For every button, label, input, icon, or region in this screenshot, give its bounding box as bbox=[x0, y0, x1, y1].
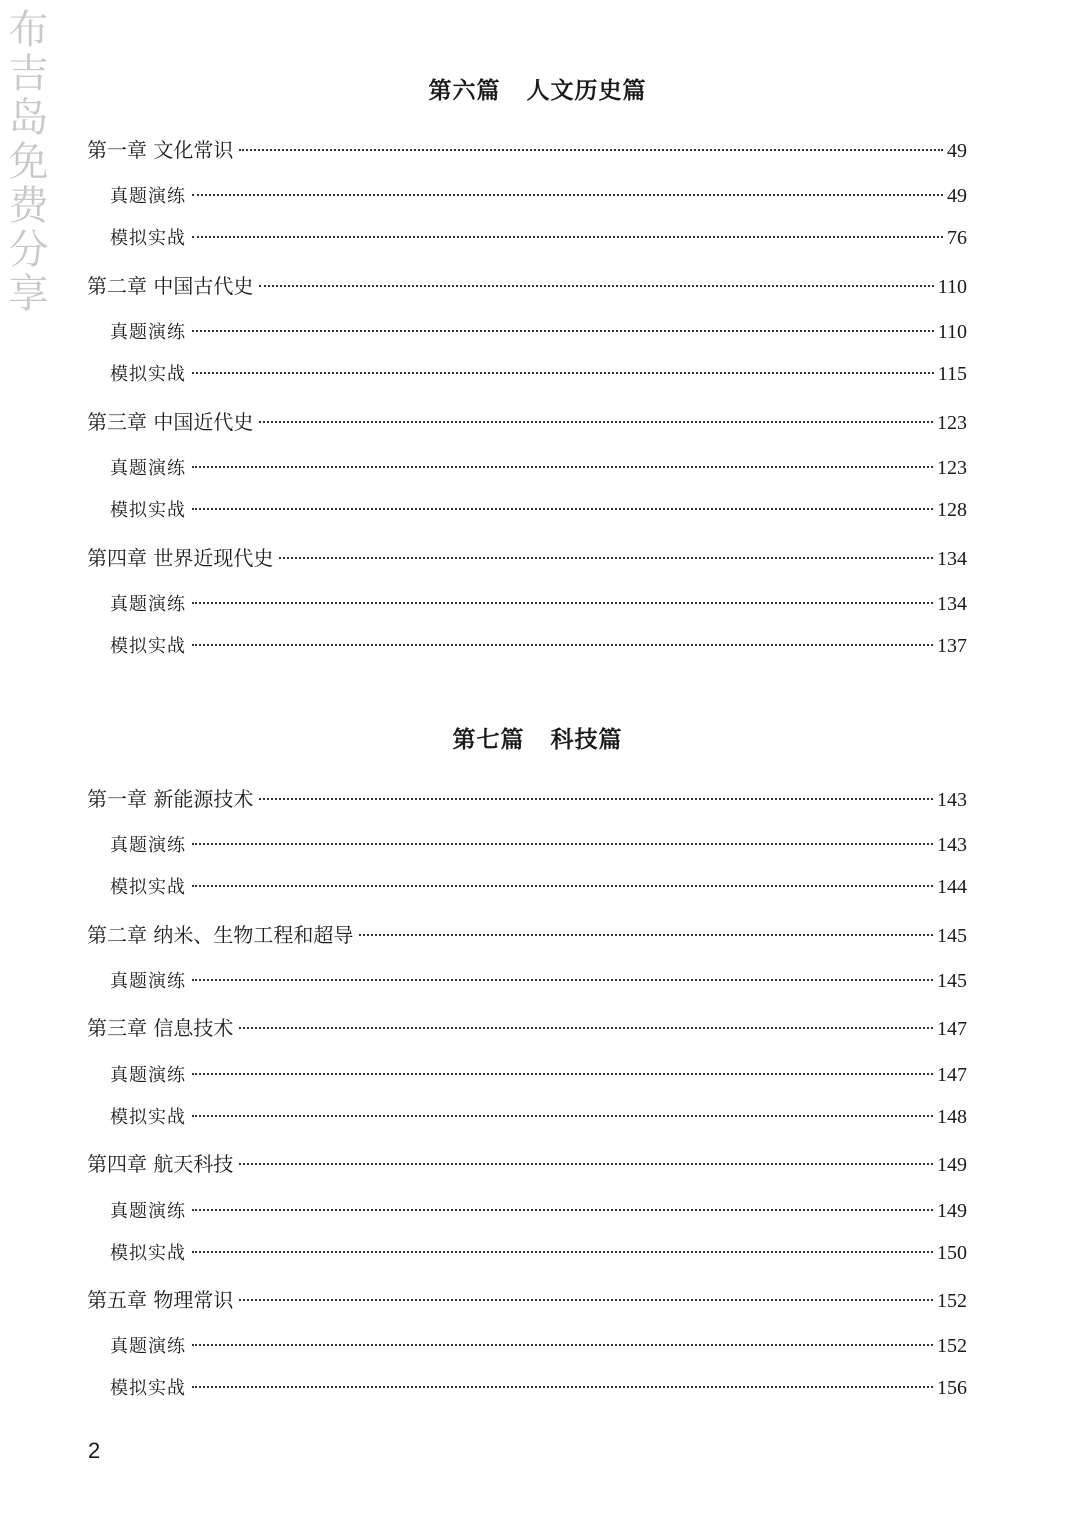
toc-entry-page: 123 bbox=[937, 412, 967, 434]
leader-dots bbox=[192, 1251, 933, 1253]
toc-entry-page: 147 bbox=[937, 1018, 967, 1040]
toc-chapter-entry[interactable] bbox=[87, 407, 967, 437]
part-name: 人文历史篇 bbox=[526, 77, 647, 104]
toc-entry-label: 模拟实战 bbox=[110, 877, 186, 898]
leader-dots bbox=[192, 330, 934, 332]
toc-entry-label: 第四章 航天科技 bbox=[87, 1152, 234, 1176]
leader-dots bbox=[192, 372, 934, 374]
toc-section-entry[interactable] bbox=[110, 223, 967, 253]
toc-section-entry[interactable] bbox=[110, 1060, 967, 1090]
toc-chapter-entry[interactable] bbox=[87, 1013, 967, 1043]
toc-entry-page: 147 bbox=[937, 1064, 967, 1086]
leader-dots bbox=[359, 934, 933, 936]
toc-entry-label: 模拟实战 bbox=[110, 636, 186, 657]
leader-dots bbox=[259, 798, 933, 800]
toc-section-entry[interactable] bbox=[110, 631, 967, 661]
toc-chapter-entry[interactable] bbox=[87, 920, 967, 950]
leader-dots bbox=[239, 149, 943, 151]
toc-section-entry[interactable] bbox=[110, 830, 967, 860]
toc-entry-page: 134 bbox=[937, 593, 967, 615]
watermark: 布吉岛免费分享 bbox=[2, 8, 48, 316]
toc-entry-page: 110 bbox=[937, 321, 967, 343]
part-name: 科技篇 bbox=[550, 726, 623, 753]
toc-entry-label: 真题演练 bbox=[110, 594, 186, 615]
toc-entry-page: 143 bbox=[937, 834, 967, 856]
toc-section-entry[interactable] bbox=[110, 453, 967, 483]
toc-entry-label: 真题演练 bbox=[110, 322, 186, 343]
toc-chapter-entry[interactable] bbox=[87, 271, 967, 301]
toc-entry-page: 144 bbox=[937, 876, 967, 898]
toc-chapter-entry[interactable] bbox=[87, 784, 967, 814]
toc-chapter-entry[interactable] bbox=[87, 1285, 967, 1315]
leader-dots bbox=[192, 979, 933, 981]
toc-entry-page: 152 bbox=[937, 1290, 967, 1312]
toc-entry-page: 110 bbox=[937, 276, 967, 298]
toc-entry-page: 156 bbox=[937, 1377, 967, 1399]
toc-entry-page: 148 bbox=[937, 1106, 967, 1128]
toc-section-entry[interactable] bbox=[110, 359, 967, 389]
toc-section-entry[interactable] bbox=[110, 966, 967, 996]
toc-entry-label: 模拟实战 bbox=[110, 364, 186, 385]
leader-dots bbox=[259, 421, 933, 423]
toc-entry-page: 145 bbox=[937, 925, 967, 947]
toc-entry-label: 第四章 世界近现代史 bbox=[87, 546, 274, 570]
toc-section-entry[interactable] bbox=[110, 1238, 967, 1268]
toc-section-entry[interactable] bbox=[110, 1102, 967, 1132]
toc-entry-label: 第三章 中国近代史 bbox=[87, 410, 254, 434]
toc-section-entry[interactable] bbox=[110, 181, 967, 211]
leader-dots bbox=[192, 843, 933, 845]
toc-section-entry[interactable] bbox=[110, 589, 967, 619]
toc-entry-label: 第二章 纳米、生物工程和超导 bbox=[87, 923, 354, 947]
toc-entry-label: 真题演练 bbox=[110, 835, 186, 856]
toc-entry-page: 137 bbox=[937, 635, 967, 657]
toc-entry-label: 模拟实战 bbox=[110, 1243, 186, 1264]
toc-entry-page: 149 bbox=[937, 1200, 967, 1222]
part-title-7 bbox=[0, 721, 1075, 754]
toc-section-entry[interactable] bbox=[110, 495, 967, 525]
toc-entry-label: 模拟实战 bbox=[110, 228, 186, 249]
toc-entry-label: 第一章 文化常识 bbox=[87, 138, 234, 162]
toc-entry-page: 123 bbox=[937, 457, 967, 479]
toc-entry-label: 第二章 中国古代史 bbox=[87, 274, 254, 298]
toc-entry-label: 真题演练 bbox=[110, 1065, 186, 1086]
leader-dots bbox=[192, 644, 933, 646]
toc-entry-page: 128 bbox=[937, 499, 967, 521]
toc-section-entry[interactable] bbox=[110, 1373, 967, 1403]
leader-dots bbox=[279, 557, 933, 559]
toc-entry-page: 134 bbox=[937, 548, 967, 570]
toc-section-entry[interactable] bbox=[110, 872, 967, 902]
leader-dots bbox=[192, 1073, 933, 1075]
toc-entry-page: 49 bbox=[947, 185, 967, 207]
toc-entry-label: 模拟实战 bbox=[110, 500, 186, 521]
part-label: 第七篇 bbox=[452, 726, 525, 753]
toc-section-entry[interactable] bbox=[110, 1196, 967, 1226]
toc-entry-page: 149 bbox=[937, 1154, 967, 1176]
toc-entry-page: 143 bbox=[937, 789, 967, 811]
toc-entry-page: 115 bbox=[937, 363, 967, 385]
toc-entry-page: 49 bbox=[947, 140, 967, 162]
toc-chapter-entry[interactable] bbox=[87, 135, 967, 165]
leader-dots bbox=[192, 1386, 933, 1388]
leader-dots bbox=[192, 885, 933, 887]
toc-entry-label: 真题演练 bbox=[110, 971, 186, 992]
toc-entry-label: 真题演练 bbox=[110, 1201, 186, 1222]
toc-entry-label: 真题演练 bbox=[110, 1336, 186, 1357]
part-title-6 bbox=[0, 72, 1075, 105]
toc-entry-page: 152 bbox=[937, 1335, 967, 1357]
leader-dots bbox=[192, 466, 933, 468]
toc-entry-label: 真题演练 bbox=[110, 458, 186, 479]
leader-dots bbox=[192, 602, 933, 604]
toc-section-entry[interactable] bbox=[110, 1331, 967, 1361]
toc-entry-label: 真题演练 bbox=[110, 186, 186, 207]
leader-dots bbox=[239, 1163, 933, 1165]
leader-dots bbox=[192, 1115, 933, 1117]
leader-dots bbox=[239, 1299, 933, 1301]
part-label: 第六篇 bbox=[428, 77, 501, 104]
toc-entry-label: 模拟实战 bbox=[110, 1378, 186, 1399]
leader-dots bbox=[259, 285, 933, 287]
leader-dots bbox=[239, 1027, 933, 1029]
toc-entry-label: 第一章 新能源技术 bbox=[87, 787, 254, 811]
toc-entry-page: 145 bbox=[937, 970, 967, 992]
leader-dots bbox=[192, 194, 943, 196]
toc-entry-page: 76 bbox=[947, 227, 967, 249]
toc-section-entry[interactable] bbox=[110, 317, 967, 347]
toc-entry-label: 模拟实战 bbox=[110, 1107, 186, 1128]
toc-chapter-entry[interactable] bbox=[87, 1149, 967, 1179]
toc-entry-page: 150 bbox=[937, 1242, 967, 1264]
leader-dots bbox=[192, 1209, 933, 1211]
leader-dots bbox=[192, 1344, 933, 1346]
toc-entry-label: 第三章 信息技术 bbox=[87, 1016, 234, 1040]
leader-dots bbox=[192, 236, 943, 238]
leader-dots bbox=[192, 508, 933, 510]
toc-chapter-entry[interactable] bbox=[87, 543, 967, 573]
page-number: 2 bbox=[88, 1438, 101, 1463]
toc-entry-label: 第五章 物理常识 bbox=[87, 1288, 234, 1312]
